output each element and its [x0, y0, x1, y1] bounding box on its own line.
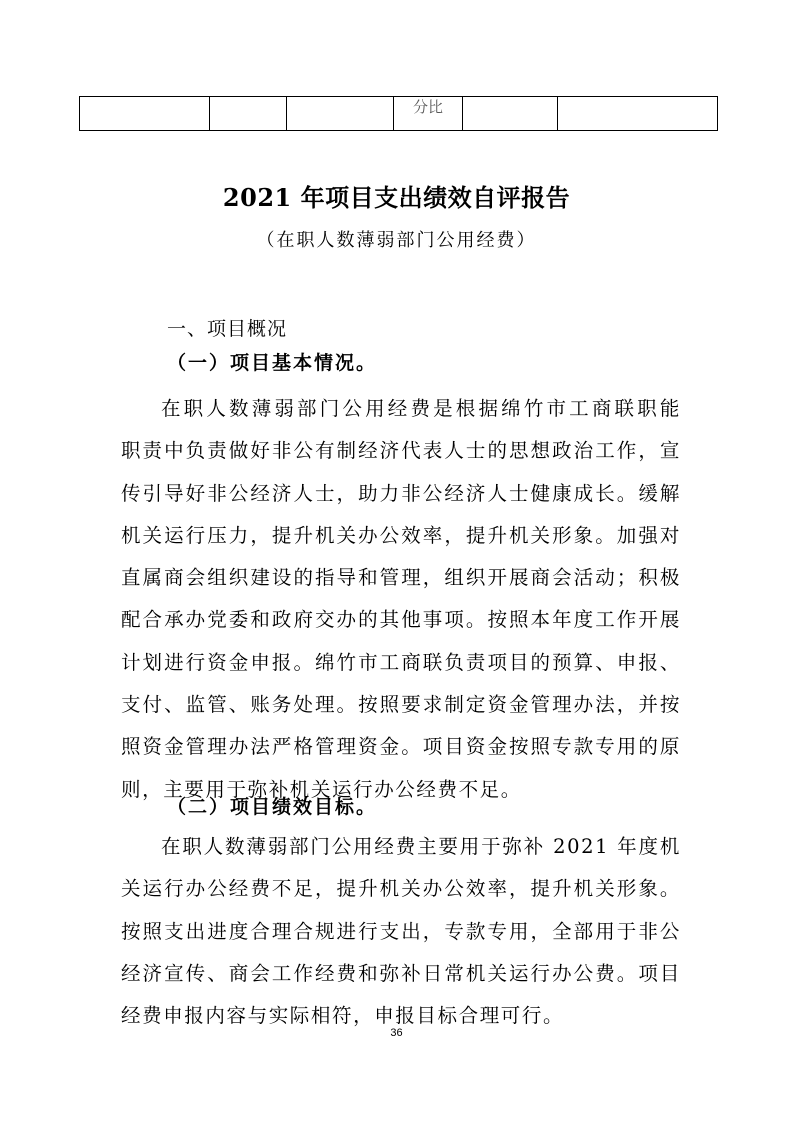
paragraph-line: 支付、监管、账务处理。按照要求制定资金管理办法，并按 — [121, 693, 681, 717]
paragraph-line: 计划进行资金申报。绵竹市工商联负责项目的预算、申报、 — [121, 650, 681, 674]
table-cell — [210, 97, 287, 131]
section-heading: 一、项目概况 — [167, 318, 288, 340]
page-number: 36 — [390, 1027, 403, 1039]
table-row — [80, 97, 718, 131]
paragraph-line: 关运行办公经费不足，提升机关办公效率，提升机关形象。 — [121, 877, 681, 901]
paragraph-line: 配合承办党委和政府交办的其他事项。按照本年度工作开展 — [121, 608, 681, 632]
paragraph-line: 在职人数薄弱部门公用经费是根据绵竹市工商联职能 — [161, 397, 681, 420]
paragraph-line: 职责中负责做好非公有制经济代表人士的思想政治工作，宣 — [121, 439, 681, 463]
paragraph-line: 传引导好非公经济人士，助力非公经济人士健康成长。缓解 — [121, 481, 681, 505]
table-cell — [80, 97, 210, 131]
paragraph-goals — [121, 826, 681, 1037]
report-subtitle: （在职人数薄弱部门公用经费） — [256, 230, 537, 251]
report-title: 2021 年项目支出绩效自评报告 — [222, 183, 571, 212]
paragraph-line: 在职人数薄弱部门公用经费主要用于弥补 2021 年度机 — [161, 835, 681, 858]
paragraph-line: 经费申报内容与实际相符，申报目标合理可行。 — [121, 1004, 565, 1028]
table-cell — [558, 97, 718, 131]
header-table — [79, 96, 718, 131]
paragraph-line: 按照支出进度合理合规进行支出，专款专用，全部用于非公 — [121, 919, 681, 943]
subsection-heading-basic: （一）项目基本情况。 — [167, 352, 378, 374]
paragraph-line: 直属商会组织建设的指导和管理，组织开展商会活动；积极 — [121, 566, 681, 590]
table-cell: 分比 — [394, 97, 463, 131]
subsection-heading-goals: （二）项目绩效目标。 — [167, 796, 378, 818]
paragraph-line: 经济宣传、商会工作经费和弥补日常机关运行办公费。项目 — [121, 961, 681, 985]
paragraph-basic-info — [121, 388, 681, 811]
table-cell — [287, 97, 394, 131]
paragraph-line: 则，主要用于弥补机关运行办公经费不足。 — [121, 777, 522, 801]
table-cell — [463, 97, 558, 131]
paragraph-line: 照资金管理办法严格管理资金。项目资金按照专款专用的原 — [121, 735, 681, 759]
paragraph-line: 机关运行压力，提升机关办公效率，提升机关形象。加强对 — [121, 523, 681, 547]
